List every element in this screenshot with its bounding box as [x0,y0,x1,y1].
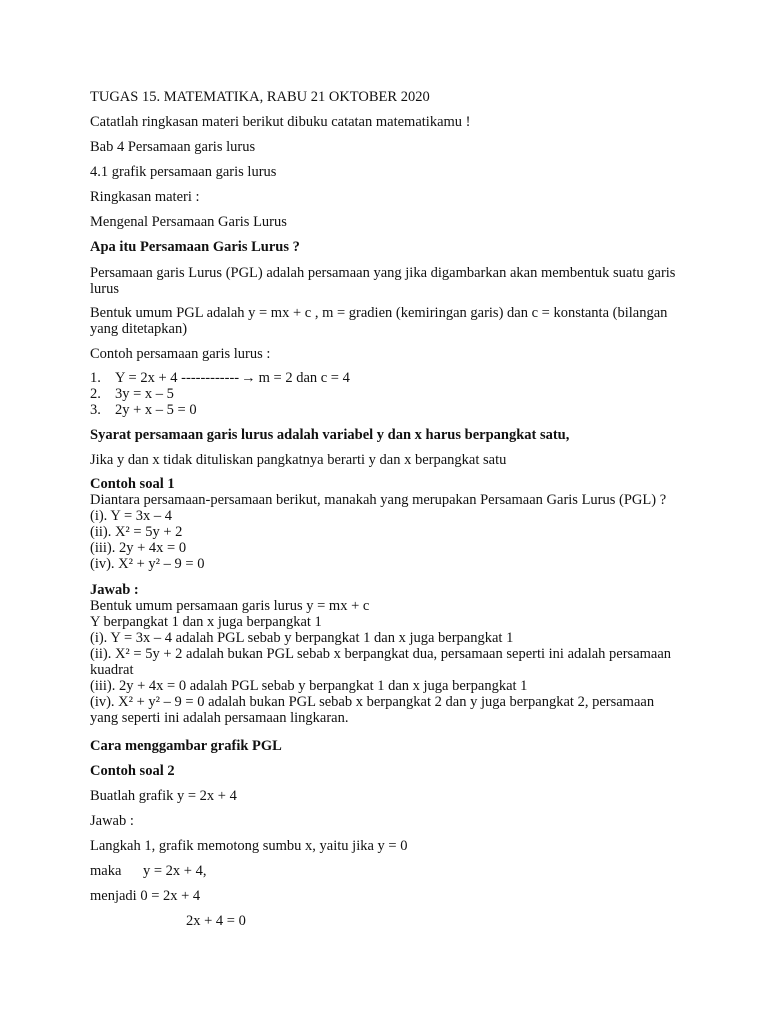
jawab-2-label: Jawab : [90,813,134,829]
chapter-text: Bab 4 Persamaan garis lurus [90,139,256,155]
summary-label: Ringkasan materi : [90,189,200,205]
example-equation: Y = 2x + 4 ------------ [115,370,240,386]
jawab-line: Bentuk umum persamaan garis lurus y = mx + c [90,598,370,614]
example-number: 2. [90,386,101,402]
example-number: 1. [90,370,101,386]
example-item [90,370,350,386]
example-item [90,402,197,418]
option-item: (iv). X² + y² – 9 = 0 [90,556,205,572]
examples-label: Contoh persamaan garis lurus : [90,346,271,362]
example-equation: 3y = x – 5 [115,386,174,402]
jawab-line: (ii). X² = 5y + 2 adalah bukan PGL sebab x berpangkat dua, persamaan seperti ini adalah persamaan [90,646,672,662]
option-item: (ii). X² = 5y + 2 [90,524,183,540]
maka-label: maka [90,863,122,879]
general-form-line-2: yang ditetapkan) [90,321,188,337]
jawab-line: yang seperti ini adalah persamaan lingkaran. [90,710,349,726]
example-number: 3. [90,402,101,418]
right-arrow-icon: → [241,370,256,386]
contoh-soal-1-question: Diantara persamaan-persamaan berikut, manakah yang merupakan Persamaan Garis Lurus (PGL) ? [90,492,667,508]
example-extra: m = 2 dan c = 4 [258,370,350,386]
langkah-1-text: Langkah 1, grafik memotong sumbu x, yaitu jika y = 0 [90,838,408,854]
syarat-text: Syarat persamaan garis lurus adalah variabel y dan x harus berpangkat satu, [90,427,570,443]
instruction-text: Catatlah ringkasan materi berikut dibuku catatan matematikamu ! [90,114,471,130]
maka-equation: y = 2x + 4, [143,863,207,879]
doc-title: TUGAS 15. MATEMATIKA, RABU 21 OKTOBER 2020 [90,89,430,105]
question-heading: Apa itu Persamaan Garis Lurus ? [90,239,300,255]
jawab-line: (i). Y = 3x – 4 adalah PGL sebab y berpangkat 1 dan x juga berpangkat 1 [90,630,514,646]
subchapter-text: 4.1 grafik persamaan garis lurus [90,164,277,180]
final-equation: 2x + 4 = 0 [186,913,246,929]
cara-heading: Cara menggambar grafik PGL [90,738,282,754]
pgl-definition-line-1: Persamaan garis Lurus (PGL) adalah persamaan yang jika digambarkan akan membentuk suatu garis [90,265,676,281]
document-page [90,0,690,1024]
example-item [90,386,174,402]
buatlah-text: Buatlah grafik y = 2x + 4 [90,788,237,804]
jawab-line: Y berpangkat 1 dan x juga berpangkat 1 [90,614,322,630]
menjadi-text: menjadi 0 = 2x + 4 [90,888,201,904]
jawab-line: (iii). 2y + 4x = 0 adalah PGL sebab y berpangkat 1 dan x juga berpangkat 1 [90,678,528,694]
example-equation: 2y + x – 5 = 0 [115,402,197,418]
contoh-soal-1-heading: Contoh soal 1 [90,476,175,492]
jika-text: Jika y dan x tidak dituliskan pangkatnya berarti y dan x berpangkat satu [90,452,507,468]
jawab-heading: Jawab : [90,582,139,598]
general-form-line-1: Bentuk umum PGL adalah y = mx + c , m = gradien (kemiringan garis) dan c = konstanta (bilangan [90,305,668,321]
maka-line [90,863,206,879]
pgl-definition-line-2: lurus [90,281,119,297]
jawab-line: (iv). X² + y² – 9 = 0 adalah bukan PGL sebab x berpangkat 2 dan y juga berpangkat 2, persamaan [90,694,655,710]
option-item: (iii). 2y + 4x = 0 [90,540,187,556]
contoh-soal-2-heading: Contoh soal 2 [90,763,175,779]
option-item: (i). Y = 3x – 4 [90,508,173,524]
jawab-line: kuadrat [90,662,134,678]
intro-heading: Mengenal Persamaan Garis Lurus [90,214,287,230]
